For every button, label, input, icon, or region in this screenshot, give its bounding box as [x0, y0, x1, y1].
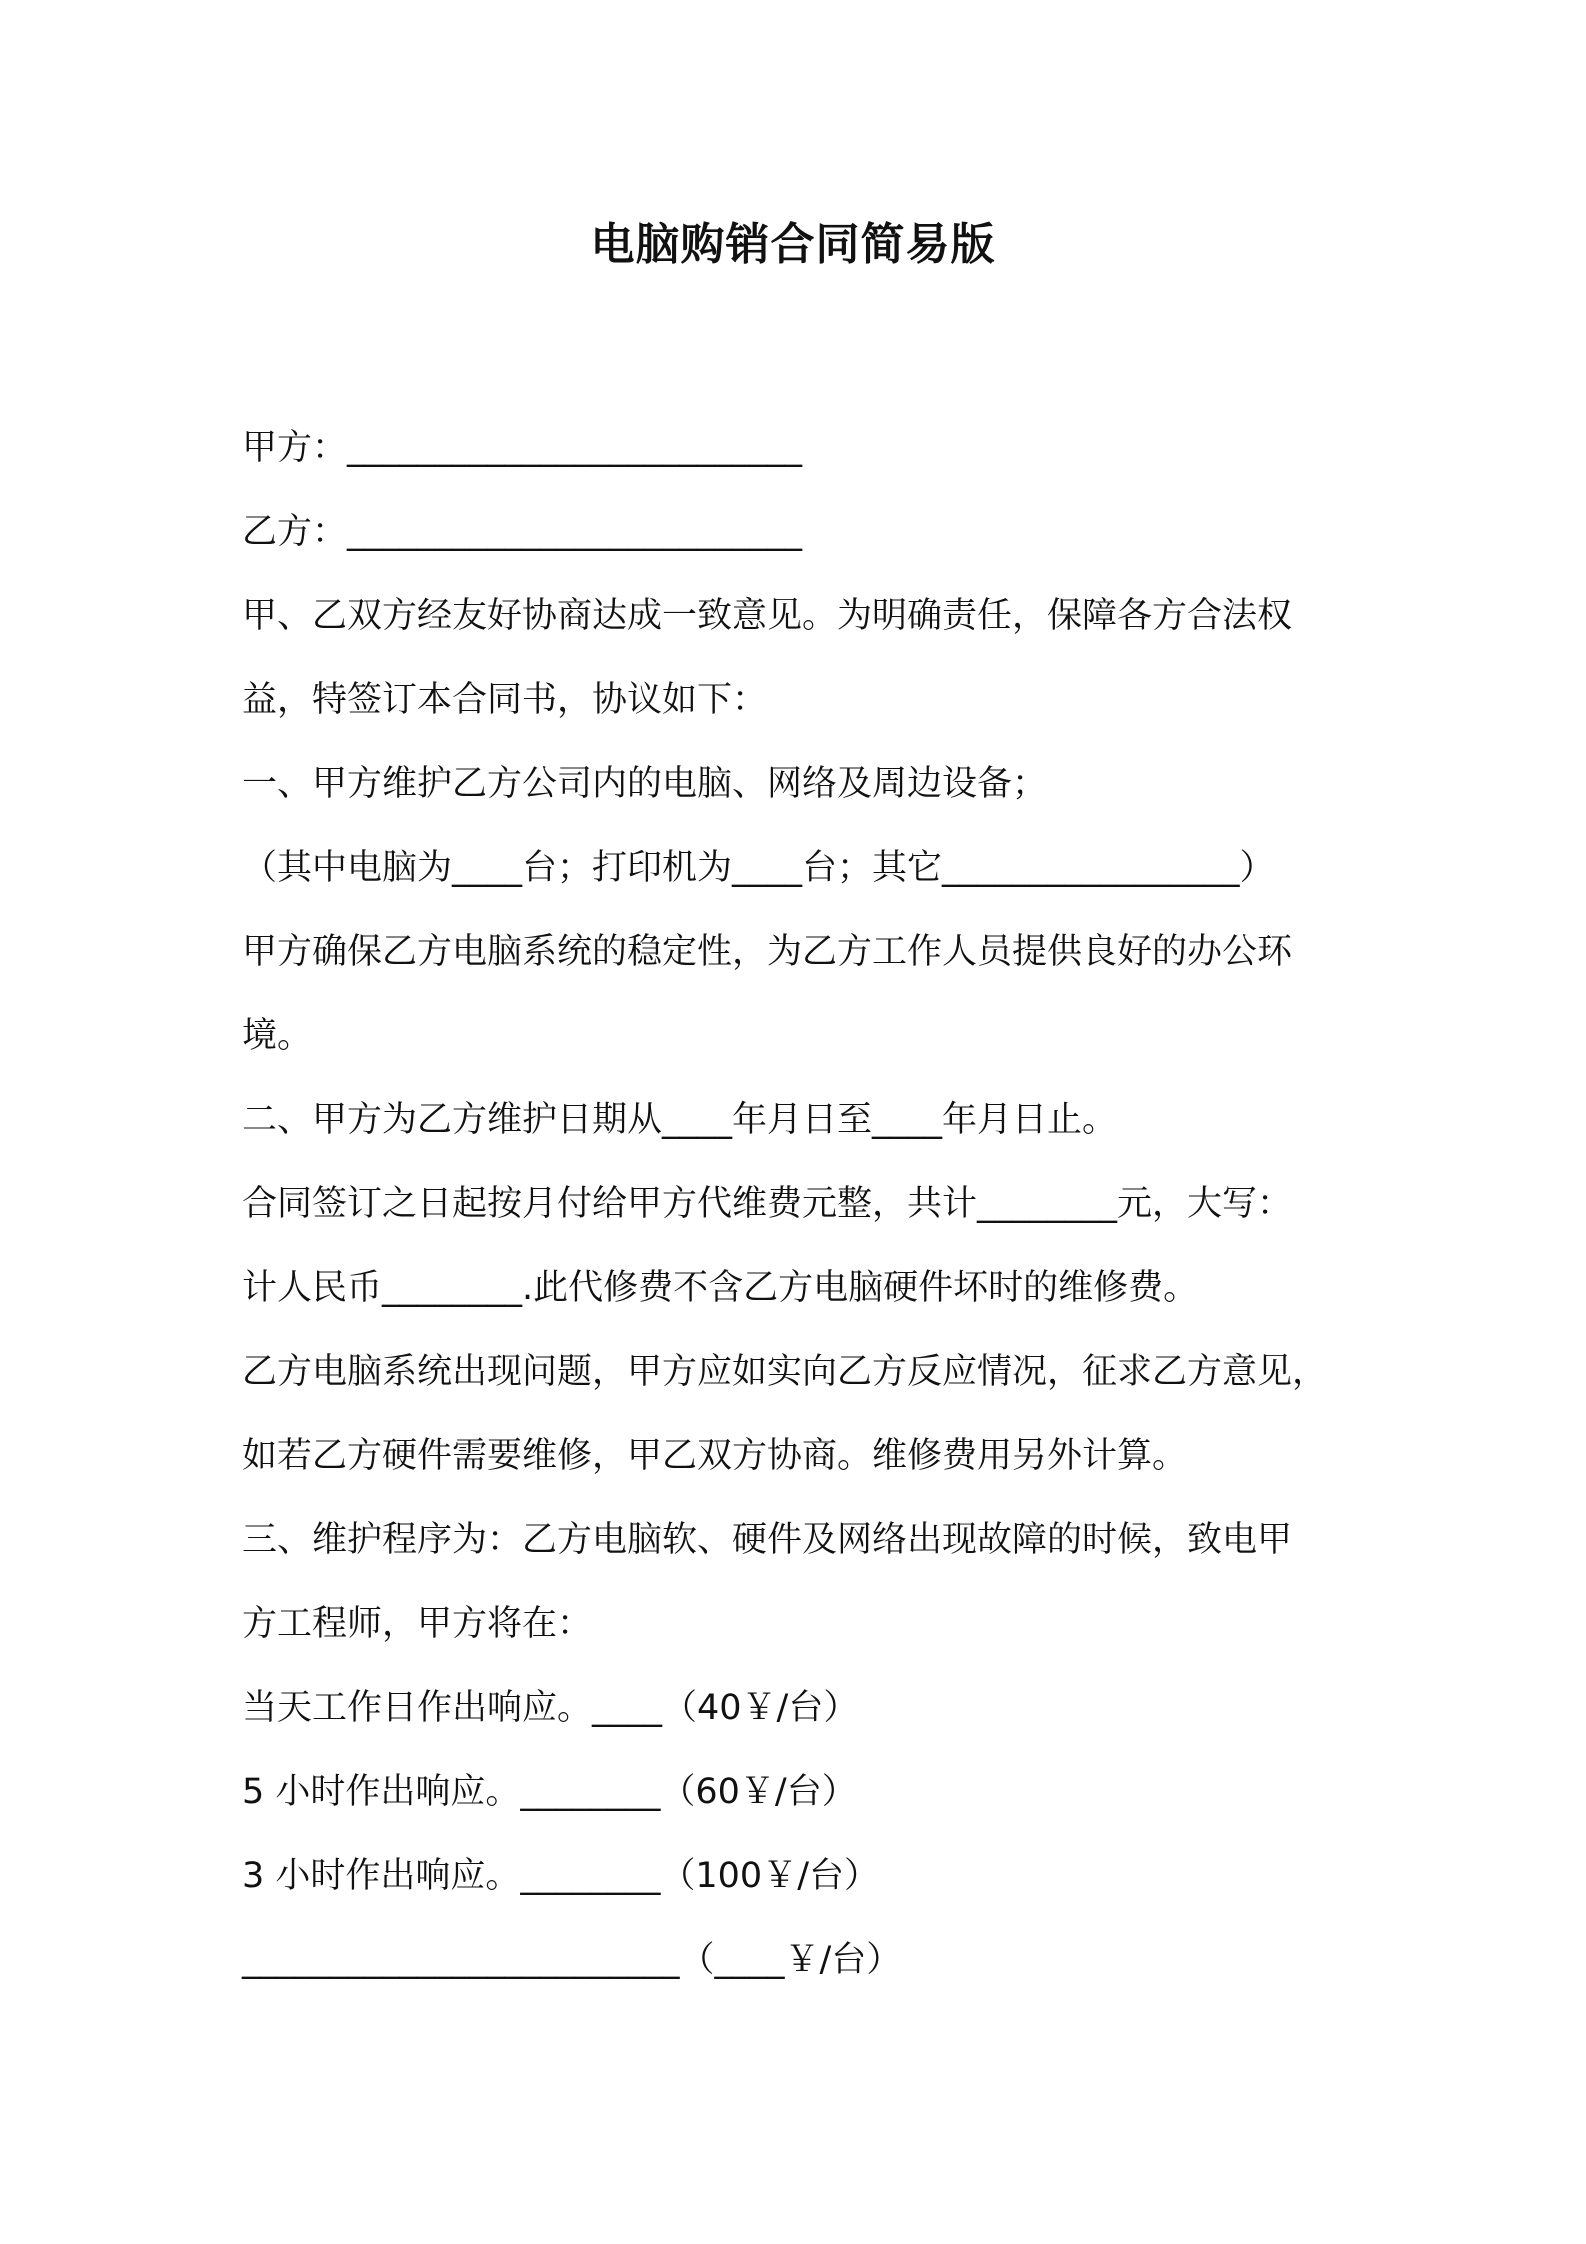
payment-line-2: 计人民币________.此代修费不含乙方电脑硬件坏时的维修费。 — [242, 1268, 1199, 1308]
clause-1-line: 一、甲方维护乙方公司内的电脑、网络及周边设备； — [242, 764, 1048, 804]
preamble-line-1: 甲、乙双方经友好协商达成一致意见。为明确责任，保障各方合法权 — [242, 596, 1293, 636]
response-option-5-hours: 5 小时作出响应。________（60￥/台） — [242, 1772, 857, 1812]
clause-2-line: 二、甲方为乙方维护日期从____年月日至____年月日止。 — [242, 1100, 1118, 1140]
party-b-line: 乙方：__________________________ — [242, 512, 803, 552]
clause-3-line-1: 三、维护程序为：乙方电脑软、硬件及网络出现故障的时候，致电甲 — [242, 1520, 1293, 1560]
repair-line-2: 如若乙方硬件需要维修，甲乙双方协商。维修费用另外计算。 — [242, 1436, 1188, 1476]
clause-3-line-2: 方工程师，甲方将在： — [242, 1604, 593, 1644]
party-a-line: 甲方：__________________________ — [242, 428, 803, 468]
document-body — [242, 406, 1372, 2002]
preamble-line-2: 益，特签订本合同书，协议如下： — [242, 680, 768, 720]
clause-1-detail-line-1: 甲方确保乙方电脑系统的稳定性，为乙方工作人员提供良好的办公环 — [242, 932, 1293, 972]
equipment-count-line: （其中电脑为____台；打印机为____台；其它_________________） — [242, 848, 1275, 888]
response-option-3-hours: 3 小时作出响应。________（100￥/台） — [242, 1856, 879, 1896]
response-option-same-day: 当天工作日作出响应。____（40￥/台） — [242, 1688, 859, 1728]
clause-1-detail-line-2: 境。 — [242, 1016, 313, 1056]
payment-line-1: 合同签订之日起按月付给甲方代维费元整，共计________元，大写： — [242, 1184, 1293, 1224]
response-option-custom: _________________________（____￥/台） — [242, 1940, 902, 1980]
repair-line-1: 乙方电脑系统出现问题，甲方应如实向乙方反应情况，征求乙方意见， — [242, 1352, 1328, 1392]
document-title: 电脑购销合同简易版 — [590, 219, 996, 270]
